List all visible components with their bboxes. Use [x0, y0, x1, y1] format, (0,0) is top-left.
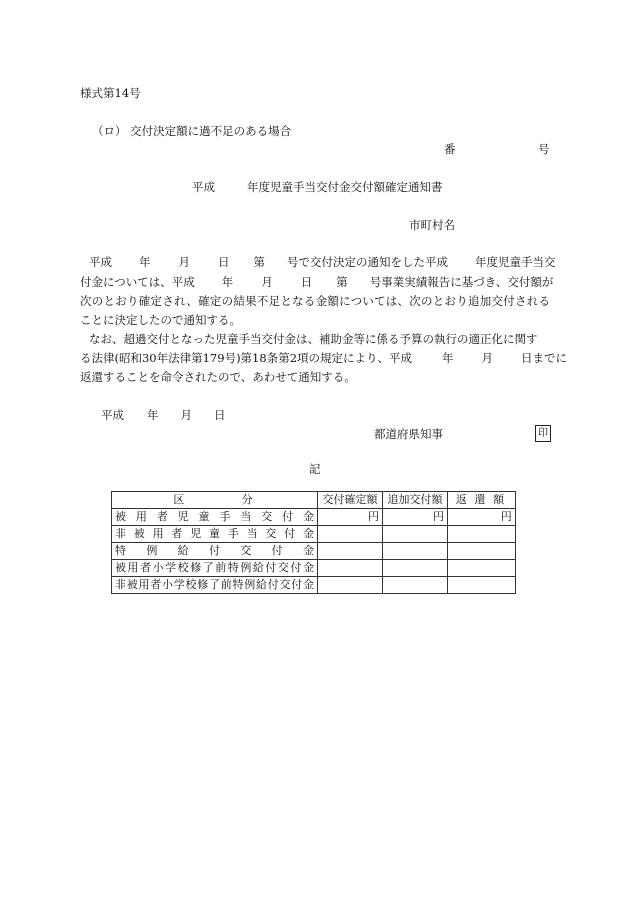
p1l2-tsuki: 月 — [261, 275, 273, 289]
p1l2-dai: 第 — [336, 275, 348, 289]
paragraph1-line3: 次のとおり確定され、確定の結果不足となる金額については、次のとおり追加交付される — [80, 294, 550, 308]
paragraph1-line4: ことに決定したので通知する。 — [80, 313, 241, 327]
header-category: 区分 — [112, 492, 318, 509]
row-refund-value — [448, 560, 516, 577]
table-row — [112, 509, 516, 526]
p1-go-text: 号で交付決定の通知をした平成 — [287, 255, 448, 269]
header-refund-amount: 返還額 — [448, 492, 516, 509]
p1-nendo: 年度児童手当交 — [475, 255, 556, 269]
row-category: 被用者児童手当交付金 — [112, 509, 318, 526]
document-title — [192, 182, 443, 194]
document-number-suffix: 号 — [538, 142, 550, 156]
row-additional-value: 円 — [383, 509, 448, 526]
p1l2-nen: 年 — [221, 275, 234, 289]
row-category: 非被用者小学校修了前特例給付交付金 — [112, 577, 318, 594]
p1-dai: 第 — [253, 255, 265, 269]
title-text: 年度児童手当交付金交付額確定通知書 — [247, 180, 443, 194]
row-additional-value — [383, 577, 448, 594]
table-row — [112, 543, 516, 560]
row-refund-value: 円 — [448, 509, 516, 526]
paragraph2-line1: なお、超過交付となった児童手当交付金は、補助金等に係る予算の執行の適正化に関す — [89, 332, 538, 346]
paragraph1-line1 — [80, 255, 556, 269]
row-category: 被用者小学校修了前特例給付交付金 — [112, 560, 318, 577]
subheading: （ロ） 交付決定額に過不足のある場合 — [92, 124, 292, 138]
p1l2-hi: 日 — [300, 275, 313, 289]
p2l2-hi: 日までに — [521, 351, 568, 365]
p1l2-b: 号事業実績報告に基づき、交付額が — [369, 275, 554, 289]
title-era: 平成 — [192, 180, 215, 194]
row-category: 非被用者児童手当交付金 — [112, 526, 318, 543]
p1-nen: 年 — [139, 255, 151, 269]
row-refund-value — [448, 543, 516, 560]
header-additional-amount: 追加交付額 — [383, 492, 448, 509]
row-refund-value — [448, 526, 516, 543]
p1-tsuki: 月 — [178, 255, 190, 269]
date-era: 平成 — [101, 408, 124, 422]
date-month: 月 — [180, 408, 192, 422]
header-confirmed-amount: 交付確定額 — [318, 492, 383, 509]
paragraph1-line2 — [80, 275, 554, 289]
seal-mark: 印 — [535, 425, 551, 442]
table-header-row — [112, 492, 516, 509]
row-confirmed-value — [318, 560, 383, 577]
table-row — [112, 577, 516, 594]
row-confirmed-value — [318, 577, 383, 594]
ki-label: 記 — [309, 462, 321, 476]
date-day: 日 — [214, 408, 226, 422]
document-number-label: 番 — [444, 142, 456, 156]
p2l2-a: る法律(昭和30年法律第179号)第18条第2項の規定により、平成 — [80, 351, 413, 365]
p2l2-nen: 年 — [442, 351, 454, 365]
paragraph2-line3: 返還することを命令されたので、あわせて通知する。 — [80, 370, 356, 384]
date-line — [101, 410, 226, 422]
row-category: 特例給付交付金 — [112, 543, 318, 560]
table-row — [112, 560, 516, 577]
row-confirmed-value: 円 — [318, 509, 383, 526]
paragraph2-line2 — [80, 351, 568, 365]
p1-heisei: 平成 — [89, 255, 112, 269]
row-additional-value — [383, 543, 448, 560]
row-confirmed-value — [318, 526, 383, 543]
row-additional-value — [383, 560, 448, 577]
p1-hi: 日 — [218, 255, 230, 269]
form-number: 様式第14号 — [80, 86, 141, 100]
governor-title: 都道府県知事 — [374, 427, 443, 441]
date-year: 年 — [147, 408, 159, 422]
row-confirmed-value — [318, 543, 383, 560]
p2l2-tsuki: 月 — [481, 351, 494, 365]
row-additional-value — [383, 526, 448, 543]
p1l2-a: 付金については、平成 — [80, 275, 195, 289]
grant-table — [111, 491, 516, 594]
table-row — [112, 526, 516, 543]
row-refund-value — [448, 577, 516, 594]
municipality-name: 市町村名 — [409, 218, 455, 232]
